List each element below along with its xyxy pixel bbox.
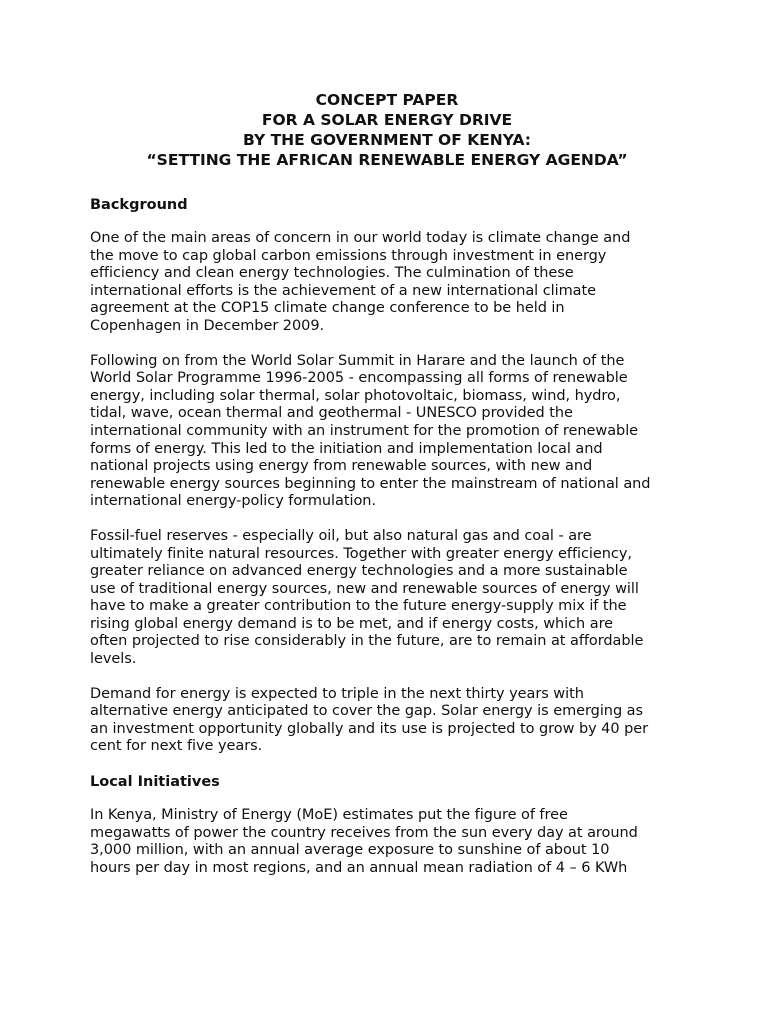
section-heading-background: Background <box>90 197 188 213</box>
text-line: alternative energy anticipated to cover the gap. Solar energy is emerging as <box>90 703 643 720</box>
text-line: renewable energy sources beginning to enter the mainstream of national and <box>90 475 651 492</box>
text-line: agreement at the COP15 climate change conference to be held in <box>90 300 565 317</box>
title-line: CONCEPT PAPER <box>315 91 459 109</box>
text-line: rising global energy demand is to be met, and if energy costs, which are <box>90 615 614 632</box>
text-line: international community with an instrument for the promotion of renewable <box>90 422 639 439</box>
document-title <box>90 90 684 170</box>
text-line: cent for next five years. <box>90 738 263 755</box>
paragraph <box>90 528 684 669</box>
text-line: national projects using energy from renewable sources, with new and <box>90 458 593 475</box>
text-line: often projected to rise considerably in the future, are to remain at affordable <box>90 633 644 650</box>
text-line: Copenhagen in December 2009. <box>90 317 325 334</box>
paragraph <box>90 686 684 756</box>
text-line: ultimately finite natural resources. Together with greater energy efficiency, <box>90 545 632 562</box>
paragraph <box>90 230 684 336</box>
document-page <box>90 90 684 894</box>
title-line: “SETTING THE AFRICAN RENEWABLE ENERGY AGENDA” <box>146 151 628 169</box>
text-line: tidal, wave, ocean thermal and geothermal - UNESCO provided the <box>90 405 573 422</box>
title-line: BY THE GOVERNMENT OF KENYA: <box>243 131 531 149</box>
section-heading-local-initiatives: Local Initiatives <box>90 774 220 791</box>
paragraph <box>90 807 684 877</box>
text-line: energy, including solar thermal, solar photovoltaic, biomass, wind, hydro, <box>90 387 621 404</box>
text-line: levels. <box>90 651 137 668</box>
text-line: an investment opportunity globally and its use is projected to grow by 40 per <box>90 720 649 737</box>
text-line: One of the main areas of concern in our world today is climate change and <box>90 230 631 246</box>
text-line: hours per day in most regions, and an annual mean radiation of 4 – 6 KWh <box>90 859 628 876</box>
text-line: Demand for energy is expected to triple in the next thirty years with <box>90 685 584 702</box>
text-line: 3,000 million, with an annual average exposure to sunshine of about 10 <box>90 842 610 859</box>
text-line: forms of energy. This led to the initiation and implementation local and <box>90 440 603 457</box>
text-line: international energy-policy formulation. <box>90 493 376 510</box>
text-line: Fossil-fuel reserves - especially oil, but also natural gas and coal - are <box>90 527 592 544</box>
text-line: use of traditional energy sources, new and renewable sources of energy will <box>90 580 639 597</box>
text-line: have to make a greater contribution to the future energy-supply mix if the <box>90 598 627 615</box>
text-line: efficiency and clean energy technologies. The culmination of these <box>90 265 574 282</box>
text-line: international efforts is the achievement of a new international climate <box>90 282 597 299</box>
title-line: FOR A SOLAR ENERGY DRIVE <box>261 111 513 129</box>
paragraph <box>90 353 684 511</box>
text-line: Following on from the World Solar Summit in Harare and the launch of the <box>90 352 625 369</box>
text-line: the move to cap global carbon emissions through investment in energy <box>90 247 607 264</box>
text-line: In Kenya, Ministry of Energy (MoE) estimates put the figure of free <box>90 807 568 824</box>
text-line: greater reliance on advanced energy technologies and a more sustainable <box>90 563 628 580</box>
text-line: megawatts of power the country receives from the sun every day at around <box>90 824 638 841</box>
text-line: World Solar Programme 1996-2005 - encompassing all forms of renewable <box>90 370 628 387</box>
